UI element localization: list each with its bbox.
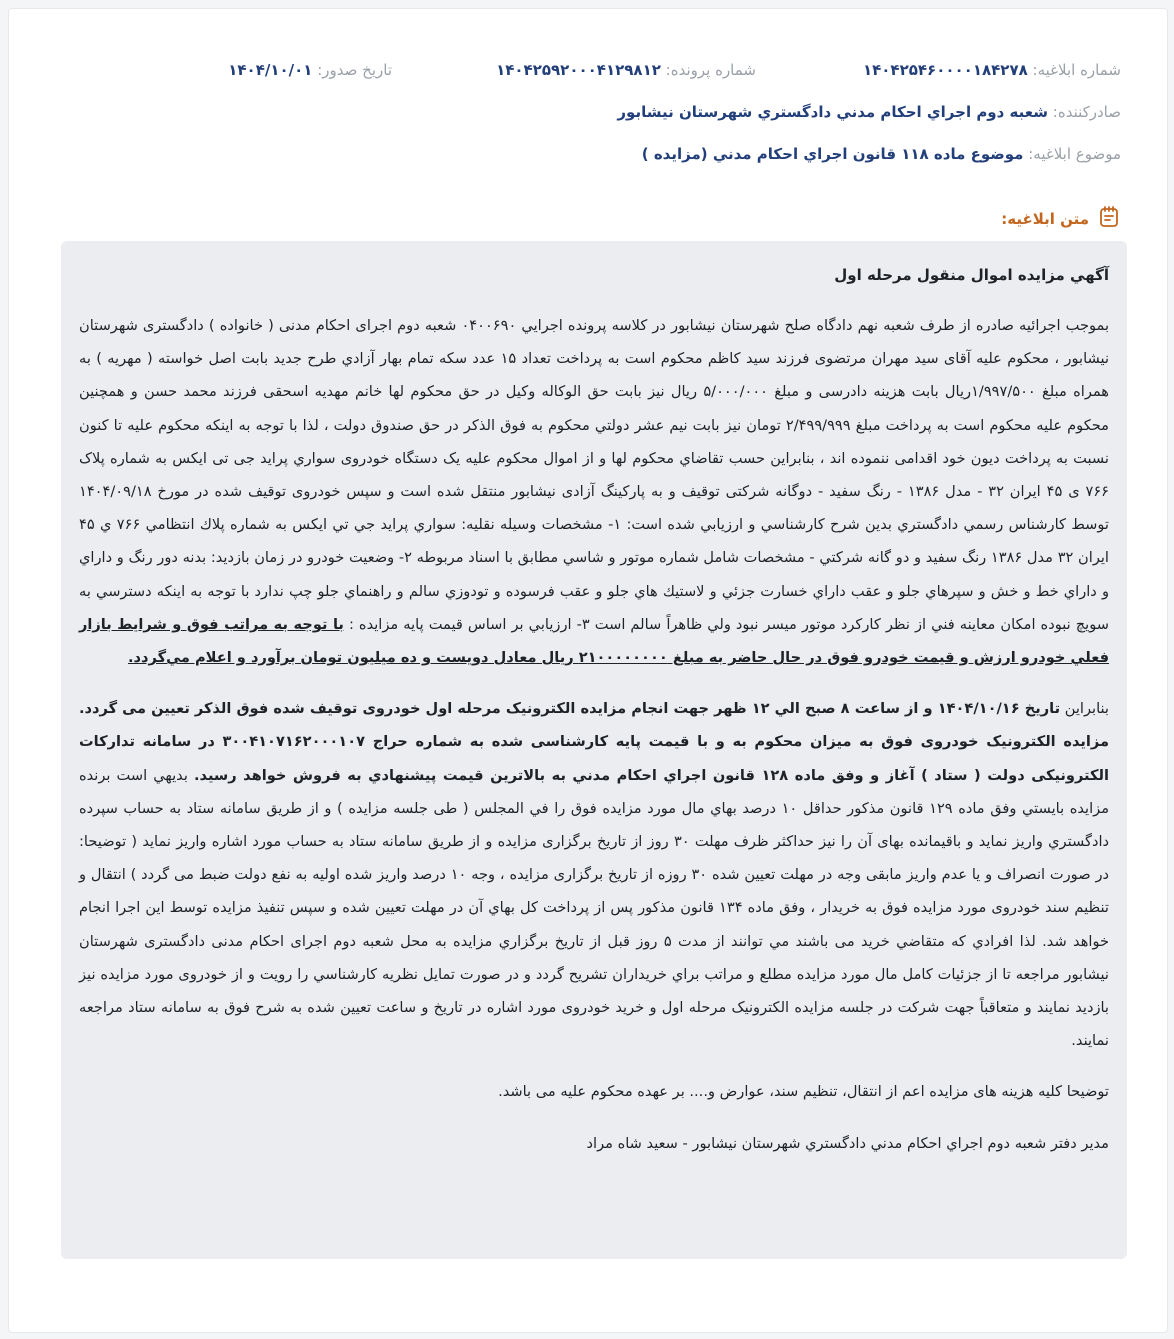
notice-number [863,61,1121,79]
appraisal-statement: با توجه به مراتب فوق و شرايط بازار فعلي خودرو ارزش و قيمت خودرو فوق در حال حاضر به مبلغ ۲۱۰۰۰۰۰۰۰۰ ريال معادل دويست و ده ميليون تومان برآورد و اعلام مي‌گردد. [79,615,1109,667]
notice-paragraph-2 [79,692,1109,1057]
notice-page [8,8,1168,1333]
case-number-label: شماره پرونده: [665,61,756,79]
subject-value: موضوع ماده ۱۱۸ قانون اجراي احکام مدني (مزايده ) [641,145,1024,163]
notice-meta-row [55,61,1121,91]
case-number [496,61,756,79]
notice-number-label: شماره ابلاغیه: [1032,61,1121,79]
notice-paragraph-3: توضیحا کلیه هزینه های مزایده اعم از انتقال، تنظیم سند، عوارض و.... بر عهده محکوم علیه می باشد. [498,1083,1109,1101]
notice-paragraph-1 [79,309,1109,674]
issue-date-value: ۱۴۰۴/۱۰/۰۱ [228,61,313,79]
notice-body-card [61,241,1127,1259]
case-number-value: ۱۴۰۴۲۵۹۲۰۰۰۴۱۲۹۸۱۲ [496,61,661,79]
issuer [617,103,1121,121]
paragraph-2-rest: بديهي است برنده مزايده بايستي وفق ماده ۱۲۹ قانون مذکور حداقل ۱۰ درصد بهاي مال مورد مزايده فوق را في المجلس ( طی جلسه مزایده ) و از طریق سامانه ستاد به حساب سپرده دادگستري واريز نمايد و باقيمانده بهای آن را نيز حداکثر ظرف مهلت ۳۰ روز از تاریخ برگزاری مزایده و از طریق سامانه ستاد به حساب مورد اشاره واریز نماید ( توضیحا: در صورت انصراف و یا عدم واریز مابقی وجه در مهلت تعیین شده ۳۰ روزه از تاریخ برگزاری مزایده ، وجه ۱۰ درصد واریز شده اولیه به نفع دولت ضبط می گردد ) انتقال و تنظیم سند خودروی مورد مزایده فوق به خریدار ، وفق ماده ۱۳۴ قانون مذکور پس از پرداخت کل بهاي آن در مهلت تعيين شده و سپس تنفيذ مزايده توسط اين اجرا انجام خواهد شد. لذا افرادي كه متقاضي خريد می باشند مي توانند از مدت ۵ روز قبل از تاريخ برگزاري مزايده به محل شعبه دوم اجرای احکام مدنی دادگستری شهرستان نیشابور مراجعه تا از جزئيات کامل مال مورد مزايده مطلع و مراتب براي خريداران تشريح گردد و در صورت تمايل نظريه کارشناسي را رويت و از خودروی مورد مزايده نيز بازديد نمايند و متعاقباً جهت شرکت در جلسه مزایده الکترونیک مرحله اول و خرید خودروی مورد اشاره در تاریخ و ساعت تعیین شده به شرح فوق به سامانه ستاد مراجعه نمایند. [79,766,1110,1050]
paragraph-2-start: بنابراین [1060,700,1109,718]
notice-number-value: ۱۴۰۴۲۵۴۶۰۰۰۰۱۸۴۲۷۸ [862,61,1028,79]
issue-date [228,61,392,79]
paragraph-1-text: بموجب اجرائيه صادره از طرف شعبه نهم دادگاه صلح شهرستان نيشابور در کلاسه پرونده اجرايي ۰۴۰۰۶۹۰ شعبه دوم اجرای احکام مدنی ( خانواده ) دادگستری شهرستان نیشابور ، محکوم علیه آقای سید مهران مرتضوی فرزند سید کاظم محکوم است به پرداخت تعداد ۱۵ عدد سکه تمام بهار آزادي طرح جديد بابت اصل خواسته ( مهریه ) به همراه مبلغ ۱/۹۹۷/۵۰۰ریال بابت هزینه دادرسی و مبلغ ۵/۰۰۰/۰۰۰ ريال نيز بابت حق الوکاله وکيل در حق محکوم لها خانم مهديه اسحقی فرزند محمد حسن و همچنین محکوم عليه محکوم است به پرداخت مبلغ ۲/۴۹۹/۹۹۹ تومان نيز بابت نيم عشر دولتي محکوم به فوق الذکر در حق صندوق دولت ، لذا با توجه به اينکه محکوم عليه تا کنون نسبت به پرداخت ديون خود اقدامی ننموده اند ، بنابراين حسب تقاضاي محکوم لها و از اموال محکوم عليه یک دستگاه خودروی سواري پراید جی تی ایکس به شماره پلاک ۷۶۶ ی ۴۵ ایران ۳۲ - مدل ۱۳۸۶ - رنگ سفید - دوگانه شرکتی توقیف و به پارکینگ آزادی نيشابور منتقل شده است و سپس خودروی توقیف شده در مورخ ۱۴۰۴/۰۹/۱۸ توسط کارشناس رسمي دادگستري بدين شرح کارشناسي و ارزيابي شده است: ۱- مشخصات وسيله نقليه: سواري پرايد جي تي ايکس به شماره پلاك انتظامي ۷۶۶ ي ۴۵ ايران ۳۲ مدل ۱۳۸۶ رنگ سفيد و دو گانه شرکتي - مشخصات شامل شماره موتور و شاسي مطابق با اسناد مربوطه ۲- وضعيت خودرو در زمان بازديد: بدنه دور رنگ و داراي و داراي خط و خش و سپرهاي جلو و عقب داراي خسارت جزئي و لاستيك هاي جلو و عقب فرسوده و تودوزي سالم و راهنماي جلو چپ ندارد با توجه به اينكه دسترسي به سويچ نبوده امكان معاينه فني از نظر كاركرد موتور ميسر نبود ولي ظاهراً سالم است ۳- ارزيابي بر اساس قيمت پايه مزايده : [79,317,1110,633]
subject-label: موضوع ابلاغیه: [1028,145,1121,163]
issue-date-label: تاریخ صدور: [317,61,392,79]
notice-title: آگهي مزايده اموال منقول مرحله اول [834,266,1109,284]
signature: مدير دفتر شعبه دوم اجراي احکام مدني دادگستري شهرستان نيشابور - سعيد شاه مراد [586,1134,1109,1152]
notice-text-heading [1001,205,1121,233]
notice-text-title: متن ابلاغیه: [1001,210,1089,228]
issuer-value: شعبه دوم اجراي احکام مدني دادگستري شهرستان نيشابور [617,103,1048,121]
auction-date-statement: تاريخ ۱۴۰۴/۱۰/۱۶ و از ساعت ۸ صبح الي ۱۲ ظهر جهت انجام مزايده الکترونيک مرحله اول خودروی توقیف شده فوق الذکر تعيين می گردد. مزایده الکترونیک خودروی فوق به میزان محکوم به و با قیمت پایه کارشناسی شده به شماره حراج ۳۰۰۴۱۰۷۱۶۲۰۰۰۱۰۷ در سامانه تدارکات الکترونیکی دولت ( ستاد ) آغاز و وفق ماده ۱۲۸ قانون اجراي احکام مدني به بالاترين قيمت پيشنهادي به فروش خواهد رسيد. [79,700,1109,784]
notepad-icon [1097,205,1121,233]
subject [642,145,1121,163]
issuer-label: صادرکننده: [1052,103,1121,121]
